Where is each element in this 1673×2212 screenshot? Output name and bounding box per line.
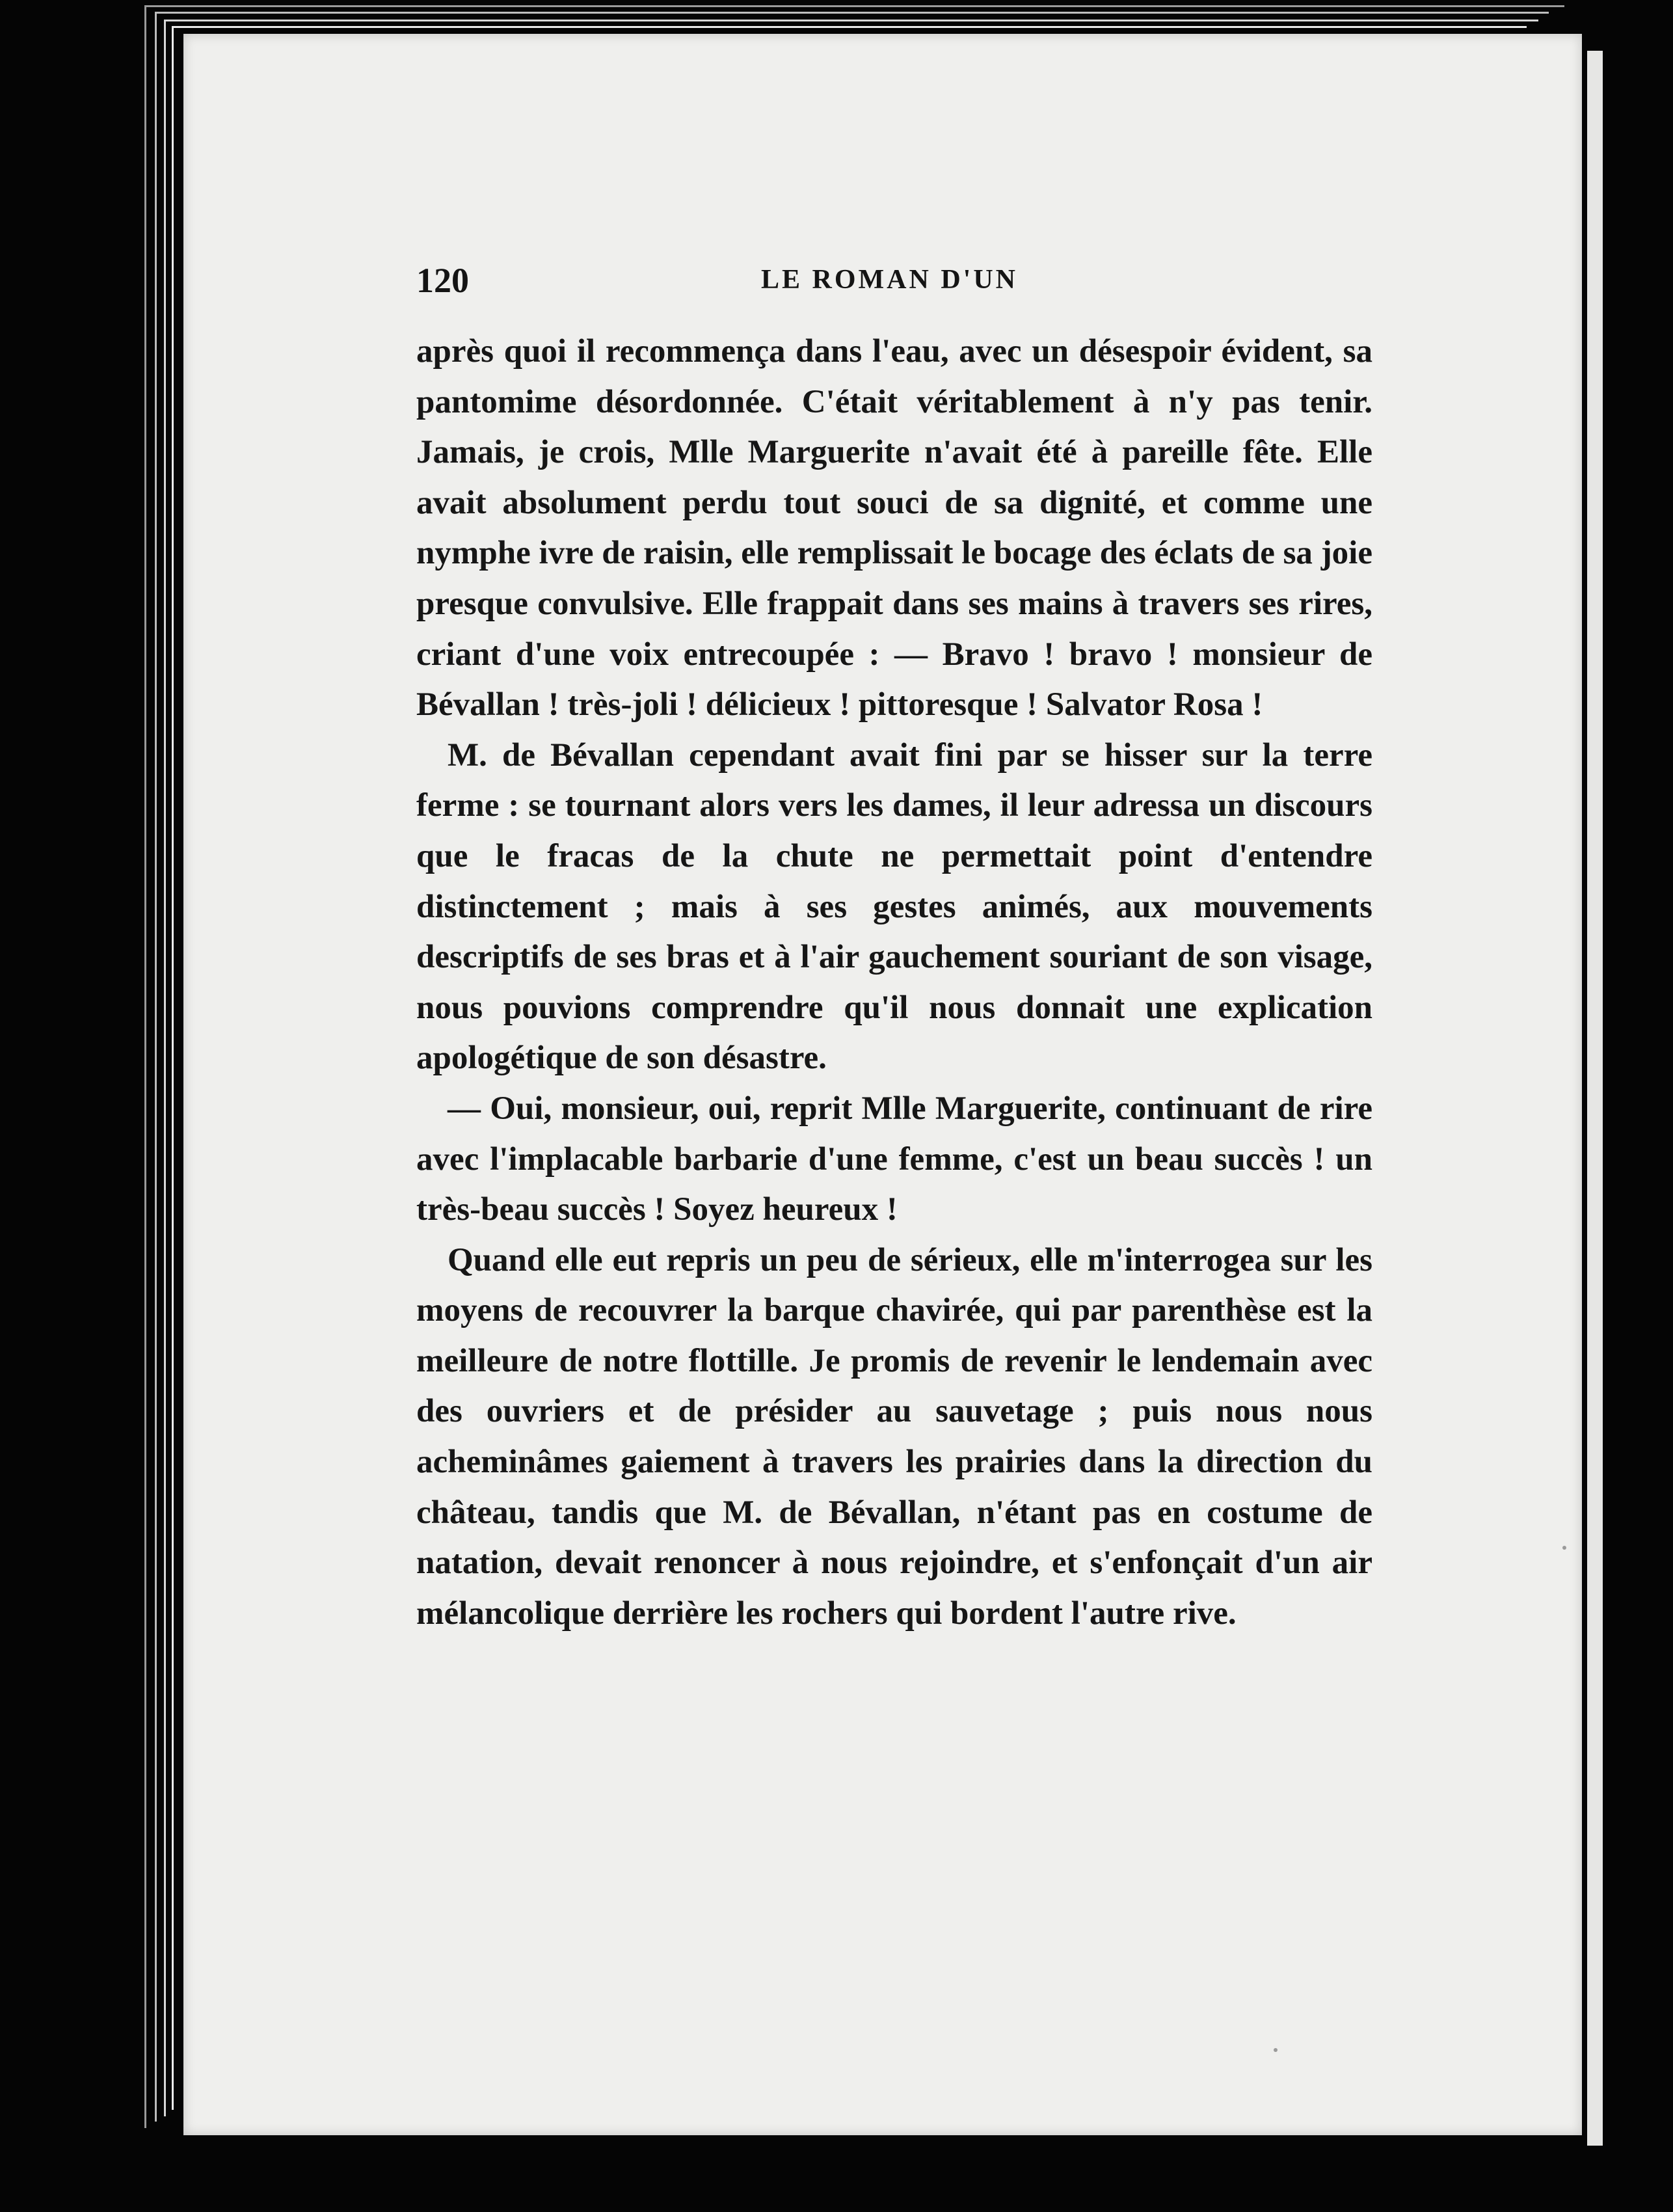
paragraph: — Oui, monsieur, oui, reprit Mlle Marguerite, continuant de rire avec l'implacable barbarie d'une femme, c'est un beau succès ! un très-beau succès ! Soyez heureux ! (416, 1090, 1372, 1228)
running-head: LE ROMAN D'UN (761, 265, 1018, 295)
page-number: 120 (416, 261, 469, 300)
paragraph: M. de Bévallan cependant avait fini par se hisser sur la terre ferme : se tournant alors vers les dames, il leur adressa un discours que le fracas de la chute ne permettait point d'entendre distinctement ; mais à ses gestes animés, aux mouvements descriptifs de ses bras et à l'air gauchement souriant de son visage, nous pouvions comprendre qu'il nous donnait une explication apologétique de son désastre. (416, 736, 1372, 1077)
scan-speck (1562, 1546, 1566, 1550)
body-text (416, 327, 1372, 1639)
scan-speck (1274, 2048, 1278, 2052)
facing-page-edge (1587, 51, 1603, 2146)
page-header (416, 260, 1379, 306)
paragraph: Quand elle eut repris un peu de sérieux, elle m'interrogea sur les moyens de recouvrer la barque chavirée, qui par parenthèse est la meilleure de notre flottille. Je promis de revenir le lendemain avec des ouvriers et de présider au sauvetage ; puis nous nous acheminâmes gaiement à travers les prairies dans la direction du château, tandis que M. de Bévallan, n'étant pas en costume de natation, devait renoncer à nous rejoindre, et s'enfonçait d'un air mélancolique derrière les rochers qui bordent l'autre rive. (416, 1241, 1372, 1632)
paragraph: après quoi il recommença dans l'eau, avec un désespoir évident, sa pantomime désordonnée. C'était véritablement à n'y pas tenir. Jamais, je crois, Mlle Marguerite n'avait été à pareille fête. Elle avait absolument perdu tout souci de sa dignité, et comme une nymphe ivre de raisin, elle remplissait le bocage des éclats de sa joie presque convulsive. Elle frappait dans ses mains à travers ses rires, criant d'une voix entrecoupée : — Bravo ! bravo ! monsieur de Bévallan ! très-joli ! délicieux ! pittoresque ! Salvator Rosa ! (416, 333, 1372, 723)
